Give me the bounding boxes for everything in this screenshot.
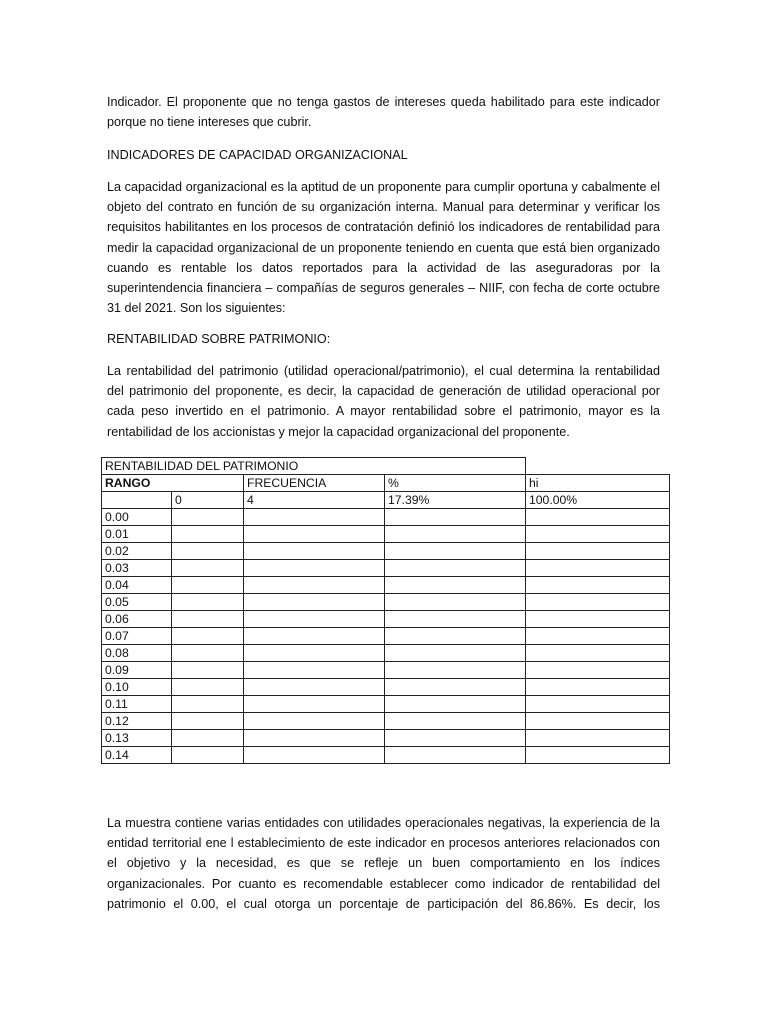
table-cell bbox=[244, 747, 385, 764]
table-cell: 100.00% bbox=[526, 492, 670, 509]
rentabilidad-table bbox=[101, 457, 670, 764]
muestra-paragraph bbox=[107, 813, 660, 914]
table-cell bbox=[526, 543, 670, 560]
table-cell bbox=[526, 747, 670, 764]
text-line: superintendencia financiera – compañías de seguros generales – NIIF, con fecha de corte octubre bbox=[107, 281, 660, 296]
text-line: entidad territorial ene l establecimiento de este indicador en procesos anteriores relacionados con bbox=[107, 836, 660, 851]
table-row bbox=[102, 594, 670, 611]
range-cell: 0.11 bbox=[102, 696, 172, 713]
table-cell bbox=[385, 747, 526, 764]
range-cell: 0.14 bbox=[102, 747, 172, 764]
table-cell bbox=[385, 560, 526, 577]
table-cell bbox=[526, 730, 670, 747]
table-cell bbox=[172, 543, 244, 560]
table-cell bbox=[172, 662, 244, 679]
range-cell: 0.02 bbox=[102, 543, 172, 560]
table-cell bbox=[102, 492, 172, 509]
table-cell: 0 bbox=[172, 492, 244, 509]
range-cell: 0.05 bbox=[102, 594, 172, 611]
table-cell bbox=[172, 509, 244, 526]
table-cell bbox=[526, 526, 670, 543]
range-cell: 0.00 bbox=[102, 509, 172, 526]
table-cell bbox=[385, 662, 526, 679]
table-cell bbox=[244, 611, 385, 628]
header-rango: RANGO bbox=[102, 475, 244, 492]
table-row bbox=[102, 645, 670, 662]
table-cell bbox=[172, 611, 244, 628]
table-title-row bbox=[102, 458, 670, 475]
heading-rentabilidad-patrimonio: RENTABILIDAD SOBRE PATRIMONIO: bbox=[107, 332, 331, 346]
table-cell bbox=[244, 645, 385, 662]
table-cell bbox=[244, 526, 385, 543]
range-cell: 0.08 bbox=[102, 645, 172, 662]
table-row bbox=[102, 713, 670, 730]
table-row bbox=[102, 696, 670, 713]
table-title: RENTABILIDAD DEL PATRIMONIO bbox=[102, 458, 526, 475]
table-cell bbox=[385, 679, 526, 696]
table-row bbox=[102, 526, 670, 543]
table-cell bbox=[172, 645, 244, 662]
table-cell bbox=[244, 713, 385, 730]
table-cell bbox=[526, 679, 670, 696]
table-cell bbox=[526, 509, 670, 526]
text-line: 31 del 2021. Son los siguientes: bbox=[107, 301, 286, 316]
rentabilidad-paragraph bbox=[107, 361, 660, 442]
table-cell bbox=[172, 696, 244, 713]
table-row bbox=[102, 509, 670, 526]
table-cell bbox=[244, 577, 385, 594]
heading-capacidad-organizacional: INDICADORES DE CAPACIDAD ORGANIZACIONAL bbox=[107, 148, 408, 162]
range-cell: 0.06 bbox=[102, 611, 172, 628]
table-cell bbox=[172, 679, 244, 696]
text-line: La rentabilidad del patrimonio (utilidad operacional/patrimonio), el cual determina la rentabilidad bbox=[107, 364, 660, 378]
table-cell bbox=[244, 679, 385, 696]
intro-paragraph bbox=[107, 92, 660, 132]
table-cell bbox=[526, 594, 670, 611]
text-line: el objetivo y la necesidad, es que se refleje un buen comportamiento en los índices bbox=[107, 856, 660, 871]
table-cell bbox=[526, 560, 670, 577]
table-cell bbox=[385, 509, 526, 526]
table-cell bbox=[385, 594, 526, 611]
table-cell: 17.39% bbox=[385, 492, 526, 509]
table-cell bbox=[526, 628, 670, 645]
table-cell bbox=[526, 696, 670, 713]
table-row bbox=[102, 747, 670, 764]
table-row bbox=[102, 577, 670, 594]
text-line: medir la capacidad organizacional de un proponente teniendo en cuenta que está bien organizado bbox=[107, 240, 660, 255]
table-cell bbox=[385, 543, 526, 560]
table-cell bbox=[526, 645, 670, 662]
table-cell bbox=[385, 577, 526, 594]
table-cell bbox=[385, 730, 526, 747]
table-cell bbox=[244, 662, 385, 679]
text-line: Indicador. El proponente que no tenga gastos de intereses queda habilitado para este indicador bbox=[107, 95, 660, 109]
header-percent: % bbox=[385, 475, 526, 492]
text-line: rentabilidad de los accionistas y mejor la capacidad organizacional del proponente. bbox=[107, 424, 570, 439]
range-cell: 0.03 bbox=[102, 560, 172, 577]
table-cell bbox=[385, 713, 526, 730]
table-cell bbox=[172, 730, 244, 747]
range-cell: 0.01 bbox=[102, 526, 172, 543]
table-row bbox=[102, 492, 670, 509]
header-frecuencia: FRECUENCIA bbox=[244, 475, 385, 492]
table-cell bbox=[244, 594, 385, 611]
table-cell bbox=[172, 747, 244, 764]
table-row bbox=[102, 560, 670, 577]
table-row bbox=[102, 679, 670, 696]
table-cell bbox=[526, 662, 670, 679]
table-cell bbox=[244, 560, 385, 577]
text-line: objeto del contrato en función de su organización interna. Manual para determinar y verificar los bbox=[107, 200, 660, 215]
text-line: patrimonio el 0.00, el cual otorga un porcentaje de participación del 86.86%. Es decir, los bbox=[107, 896, 660, 911]
table-cell bbox=[385, 645, 526, 662]
table-cell bbox=[172, 594, 244, 611]
capacidad-paragraph bbox=[107, 177, 660, 318]
table-cell bbox=[526, 611, 670, 628]
text-line: organizacionales. Por cuanto es recomendable establecer como indicador de rentabilidad del bbox=[107, 876, 660, 891]
table-cell bbox=[526, 577, 670, 594]
text-line: La muestra contiene varias entidades con utilidades operacionales negativas, la experiencia de la bbox=[107, 816, 660, 830]
table-row bbox=[102, 662, 670, 679]
table-header-row bbox=[102, 475, 670, 492]
text-line: cuando es rentable los datos reportados para la actividad de las aseguradoras por la bbox=[107, 260, 660, 275]
table-cell bbox=[172, 713, 244, 730]
text-line: cada peso invertido en el patrimonio. A mayor rentabilidad sobre el patrimonio, mayor es la bbox=[107, 404, 660, 419]
text-line: del patrimonio del proponente, es decir, la capacidad de generación de utilidad operacional por bbox=[107, 384, 660, 399]
table-cell bbox=[244, 509, 385, 526]
range-cell: 0.07 bbox=[102, 628, 172, 645]
range-cell: 0.09 bbox=[102, 662, 172, 679]
header-hi: hi bbox=[526, 475, 670, 492]
table-cell bbox=[244, 696, 385, 713]
table-cell bbox=[244, 730, 385, 747]
table-cell bbox=[385, 628, 526, 645]
table-cell bbox=[172, 526, 244, 543]
text-line: La capacidad organizacional es la aptitud de un proponente para cumplir oportuna y cabalmente el bbox=[107, 180, 660, 194]
text-line: requisitos habilitantes en los procesos de contratación definió los indicadores de rentabilidad para bbox=[107, 220, 660, 235]
table-cell bbox=[172, 560, 244, 577]
table-row bbox=[102, 730, 670, 747]
table-cell bbox=[172, 628, 244, 645]
table-cell bbox=[526, 713, 670, 730]
text-line: porque no tiene intereses que cubrir. bbox=[107, 115, 312, 130]
range-cell: 0.10 bbox=[102, 679, 172, 696]
table-cell bbox=[385, 526, 526, 543]
table-row bbox=[102, 628, 670, 645]
table-row bbox=[102, 543, 670, 560]
range-cell: 0.04 bbox=[102, 577, 172, 594]
range-cell: 0.12 bbox=[102, 713, 172, 730]
table-cell bbox=[244, 543, 385, 560]
table-cell: 4 bbox=[244, 492, 385, 509]
table-cell bbox=[244, 628, 385, 645]
table-cell bbox=[385, 611, 526, 628]
table-row bbox=[102, 611, 670, 628]
range-cell: 0.13 bbox=[102, 730, 172, 747]
table-cell bbox=[172, 577, 244, 594]
table-cell bbox=[385, 696, 526, 713]
